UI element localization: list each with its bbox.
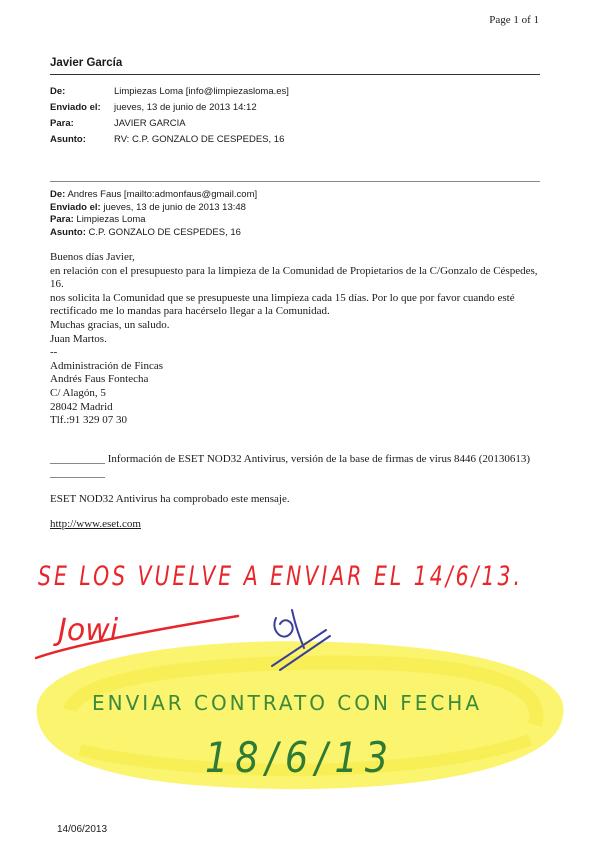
to-label: Para:: [50, 118, 74, 129]
handwritten-annotations: [0, 540, 595, 800]
page-number: Page 1 of 1: [489, 14, 539, 26]
signer: Juan Martos.: [50, 332, 107, 345]
signature-line-5: Tlf.:91 329 07 30: [50, 414, 127, 427]
antivirus-info: __________ Información de ESET NOD32 Antivirus, versión de la base de firmas de virus 8446 (20130613) __________: [50, 453, 531, 479]
header-to-row: [50, 116, 289, 132]
fwd-subject-value: C.P. GONZALO DE CESPEDES, 16: [88, 226, 241, 238]
body-line-1: en relación con el presupuesto para la limpieza de la Comunidad de Propietarios de la C/Gonzalo de Céspedes, 16.: [50, 264, 538, 291]
greeting: Buenos días Javier,: [50, 251, 135, 263]
signature-separator: --: [50, 346, 58, 359]
subject-label: Asunto:: [50, 134, 86, 145]
handwritten-contract-note: ENVIAR CONTRATO CON FECHA: [92, 691, 482, 715]
header-subject-row: [50, 132, 289, 148]
fwd-from-label: De:: [50, 189, 66, 200]
fwd-to-row: [50, 214, 257, 227]
header-from-row: [50, 84, 289, 100]
fwd-to-value: Limpiezas Loma: [76, 214, 146, 225]
fwd-subject-label: Asunto:: [50, 226, 86, 238]
forward-divider: [50, 181, 540, 182]
eset-link[interactable]: http://www.eset.com: [50, 518, 141, 530]
sender-name: Javier García: [50, 57, 123, 69]
fwd-from-value: Andres Faus [mailto:admonfaus@gmail.com]: [67, 189, 258, 200]
header-divider: [50, 74, 540, 75]
header-sent-row: [50, 100, 289, 116]
handwritten-name: Jowi: [58, 613, 119, 648]
email-header: [50, 84, 289, 148]
from-label: De:: [50, 86, 66, 97]
to-value: JAVIER GARCIA: [114, 118, 186, 129]
sent-label: Enviado el:: [50, 102, 101, 113]
thanks: Muchas gracias, un saludo.: [50, 318, 170, 331]
body-line-2: nos solicita la Comunidad que se presupueste una limpieza cada 15 días. Por lo que por favor cuando esté rectificado me lo mandas para hacérselo llegar a la Comunidad.: [50, 291, 515, 318]
signature-line-4: 28042 Madrid: [50, 400, 113, 413]
fwd-from-row: [50, 189, 257, 202]
handwritten-resend-note: SE LOS VUELVE A ENVIAR EL 14/6/13.: [38, 561, 523, 592]
handwritten-date: 18/6/13: [205, 733, 395, 782]
signature-line-2: Andrés Faus Fontecha: [50, 373, 149, 386]
from-value: Limpiezas Loma [info@limpiezasloma.es]: [114, 86, 289, 97]
fwd-subject-row: [50, 227, 257, 240]
fwd-to-label: Para:: [50, 214, 74, 225]
antivirus-checked: ESET NOD32 Antivirus ha comprobado este mensaje.: [50, 493, 290, 505]
email-body: [50, 251, 545, 428]
fwd-sent-row: [50, 202, 257, 215]
footer-date: 14/06/2013: [57, 824, 108, 835]
forwarded-header: [50, 189, 257, 239]
subject-value: RV: C.P. GONZALO DE CESPEDES, 16: [114, 134, 285, 145]
signature-line-1: Administración de Fincas: [50, 359, 164, 372]
fwd-sent-value: jueves, 13 de junio de 2013 13:48: [103, 201, 246, 213]
fwd-sent-label: Enviado el:: [50, 201, 101, 213]
sent-value: jueves, 13 de junio de 2013 14:12: [114, 102, 257, 113]
signature-line-3: C/ Alagón, 5: [50, 386, 106, 399]
